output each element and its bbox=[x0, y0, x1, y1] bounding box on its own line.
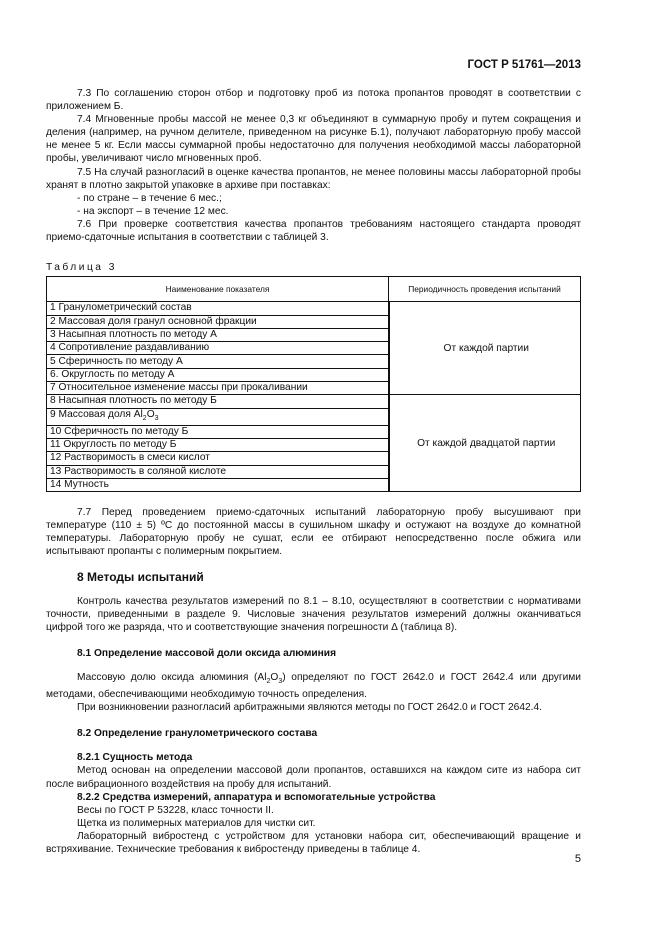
subscript: 2 bbox=[266, 677, 271, 685]
text: O bbox=[270, 671, 279, 683]
table-cell: 8 Насыпная плотность по методу Б bbox=[47, 395, 389, 408]
paragraph-7-7: 7.7 Перед проведением приемо-сдаточных испытаний лабораторную пробу высушивают при температуре (110 ± 5) ºС до постоянной массы в сушильном шкафу и остужают на воздухе до комнатной температуры. Лабораторную пробу не сушат, если ее отбирают непосредственно после обжига или испытывают пропанты с полимерным покрытием. bbox=[46, 507, 581, 558]
table-cell: 12 Растворимость в смеси кислот bbox=[47, 452, 389, 465]
section-8-2-1-paragraph: Метод основан на определении массовой доли пропантов, оставшихся на каждом сите из набора сит после вибрационного воздействия на пробу для испытаний. bbox=[46, 765, 581, 790]
storage-list-item: - на экспорт – в течение 12 мес. bbox=[77, 205, 229, 217]
section-8-2-2-title: 8.2.2 Средства измерений, аппаратура и вспомогательные устройства bbox=[77, 791, 436, 803]
table-cell: 4 Сопротивление раздавливанию bbox=[47, 342, 389, 355]
text: ) определяют по ГОСТ 2642.0 и ГОСТ 2642.4 или другими методами, обеспечивающими необходимую точность определения. bbox=[46, 671, 581, 701]
table-cell: 1 Гранулометрический состав bbox=[47, 302, 389, 315]
section-8-intro: Контроль качества результатов измерений по 8.1 – 8.10, осуществляют в соответствии с нормативами точности, приведенными в разделе 9. Числовые значения результатов измерений должны оканчиваться цифрой того же разряда, что и соответствующие значения погрешности Δ (таблица 8). bbox=[46, 595, 581, 633]
table-row bbox=[47, 395, 581, 408]
table-cell: 14 Мутность bbox=[47, 478, 389, 491]
table-cell: 11 Округлость по методу Б bbox=[47, 438, 389, 451]
column-header-name: Наименование показателя bbox=[47, 277, 389, 302]
equipment-scales: Весы по ГОСТ Р 53228, класс точности II. bbox=[77, 804, 274, 816]
page-number: 5 bbox=[574, 853, 581, 865]
cell-text: O bbox=[146, 408, 155, 420]
section-8-1-arbitration: При возникновении разногласий арбитражными являются методы по ГОСТ 2642.0 и ГОСТ 2642.4. bbox=[77, 702, 543, 714]
column-header-period: Периодичность проведения испытаний bbox=[389, 277, 581, 302]
section-8-2-title: 8.2 Определение гранулометрического состава bbox=[77, 728, 318, 740]
table-cell: 5 Сферичность по методу А bbox=[47, 355, 389, 368]
period-cell-every-twentieth-batch: От каждой двадцатой партии bbox=[389, 395, 581, 492]
table-cell: 10 Сферичность по методу Б bbox=[47, 425, 389, 438]
paragraph-7-4: 7.4 Мгновенные пробы массой не менее 0,3 кг объединяют в суммарную пробу и путем сокращения и деления (например, на ручном делителе, приведенном на рисунке Б.1), получают лабораторную пробу массой не менее 5 кг. Если массы суммарной пробы недостаточно для получения необходимой массы лабораторной пробы, увеличивают число мгновенных проб. bbox=[46, 114, 581, 165]
subscript: 2 bbox=[142, 414, 147, 422]
section-8-2-1-title: 8.2.1 Сущность метода bbox=[77, 752, 193, 764]
table-cell bbox=[47, 408, 389, 425]
subscript: 3 bbox=[278, 677, 283, 685]
section-8-title: 8 Методы испытаний bbox=[77, 570, 204, 585]
table-header-row bbox=[47, 277, 581, 302]
table-cell: 6. Округлость по методу А bbox=[47, 368, 389, 381]
text: Массовую долю оксида алюминия (Al bbox=[77, 671, 267, 683]
section-8-1-title: 8.1 Определение массовой доли оксида алюминия bbox=[77, 647, 337, 659]
table-caption: Таблица 3 bbox=[46, 262, 117, 274]
subscript: 3 bbox=[154, 414, 159, 422]
document-code-header: ГОСТ Р 51761—2013 bbox=[467, 59, 581, 71]
paragraph-7-6: 7.6 При проверке соответствия качества пропантов требованиям настоящего стандарта проводят приемо-сдаточные испытания в соответствии с таблицей 3. bbox=[46, 218, 581, 244]
equipment-brush: Щетка из полимерных материалов для чистки сит. bbox=[77, 817, 316, 829]
paragraph-7-3: 7.3 По соглашению сторон отбор и подготовку проб из потока пропантов проводят в соответствии с приложением Б. bbox=[46, 88, 581, 113]
cell-text: 9 Массовая доля Al bbox=[50, 408, 143, 420]
page-content bbox=[46, 87, 581, 856]
storage-list-item: - по стране – в течение 6 мес.; bbox=[77, 192, 222, 204]
table-cell: 3 Насыпная плотность по методу А bbox=[47, 328, 389, 341]
table-cell: 7 Относительное изменение массы при прокаливании bbox=[47, 382, 389, 395]
paragraph-7-5: 7.5 На случай разногласий в оценке качества пропантов, не менее половины массы лабораторной пробы хранят в плотно закрытой упаковке в архиве при поставках: bbox=[46, 166, 581, 191]
table-row bbox=[47, 302, 581, 315]
table-cell: 13 Растворимость в соляной кислоте bbox=[47, 465, 389, 478]
section-8-1-paragraph bbox=[46, 671, 581, 701]
table-cell: 2 Массовая доля гранул основной фракции bbox=[47, 315, 389, 328]
acceptance-tests-table bbox=[46, 276, 581, 492]
period-cell-each-batch: От каждой партии bbox=[389, 302, 581, 395]
equipment-vibrostand: Лабораторный вибростенд с устройством для установки набора сит, обеспечивающий вращение и встряхивание. Технические требования к вибростенду приведены в таблице 4. bbox=[46, 830, 581, 856]
